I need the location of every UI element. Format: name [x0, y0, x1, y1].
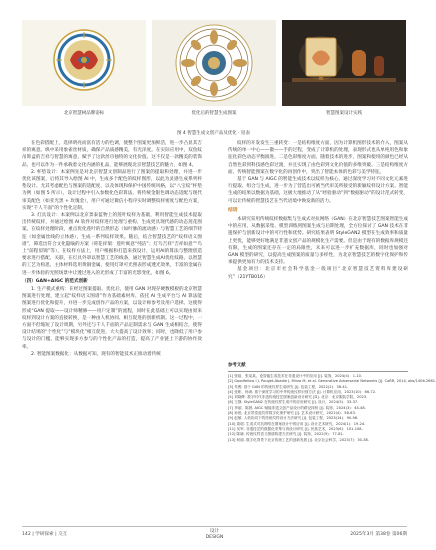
reference-item: [5] 刘晓辉. 数字时代非遗传统技艺图案创新设计研究 [D]. 北京：北京服装学院，2023. — [228, 395, 368, 400]
reference-item: [3] 朱俊. 基于 GAN 的传统纹样生成研究 [J]. 包装工程，2022(2)：36-41. — [228, 384, 349, 389]
figure-design-practice — [282, 20, 406, 119]
right-column — [228, 140, 408, 281]
reference-item: [13] 何丽. 数字化背景下北京传统工艺的创新发展 [J]. 北京社会科学，2023(7)：30-38. — [228, 437, 369, 442]
page-footer — [22, 526, 407, 542]
conclusion-heading: 结语 — [228, 207, 238, 213]
paragraph: 本研究采用传统纹样数据集与生成式对抗网络（GAN）在北京智慧技艺图案智能生成中的应用，从数据采集、模型训练到图案生成与后期处理，全方位探讨了 GAN 技术在非遗保护与创新设计中的可行性和优势。研究结果表明 StyleGAN2 模型在生成效率和质量上更优，能够更好地满足非遗文创产品的规模化生产需要。但是由于现有的数据库规模还有限，生成的图案还存在一定的局限性，未来可以进一步扩充数据库，同时也加强对 GAN 模型的研究，以提高生成图案的质量与多样性，为北京智慧技艺的数字化保护和传承提供更加有力的技术支持。 — [228, 217, 408, 266]
paragraph: 3. 灯具设计：本案例以北京景泰蓝物上的莲叶纹样为基础，利用智能生成技术提取出传统纹样，并通过绘图 AI 软件对纹样进行处理与重构，生成更具现代感的动态莲花图案。在纹样处理阶段，重点优化莲叶的自然形态（如叶脉的流动感）与智慧工艺的细节特征（如金属丝线的立体感），生成一系列纹样效果。随后，结合智慧技艺的“纹样语义图谱”，筛选出符合文化隐喻的方案（荷花祥瑞：莲叶寓意“纯洁”；灯鸟吉祥“吉祥如意”“鸟上“前程似锦”等），在纹样方法上，用户根据和打造来找设计，运用AI的算法与整理创造要求进行搭配、关联，在灯具外罩以智慧工艺的线条，通过智慧生成AI优化纹路，以智慧的工艺为构思，主体材料选用黄铜金属，使用灯罩可光照表形成透光效果，丰富的金属在进一步体验的光照场景中让透过进入的光形成了丰富的光影变化，如图 6。 — [22, 213, 202, 276]
reference-item: [9] 赵敏. 人机协同下的传统纹样设计方法研究 [J]. 包装工程，2023(14)：90-96. — [228, 416, 359, 421]
figure-main-caption: 图 4 智慧生成文创产品及优化 · 铅表 — [176, 131, 250, 136]
references — [228, 362, 436, 443]
section-heading: （四）GAN+AIGC 的范式创新 — [22, 278, 88, 284]
figure-caption-a: 北京智慧树品牌姿标 — [63, 111, 105, 116]
footer-page-info: 142 | 学研探索 | 交互 — [22, 532, 68, 537]
reference-item: [8] 孙悦. 北京景泰蓝纹样数字化保护研究 [J]. 艺术设计研究，2022(4)：58-63. — [228, 411, 356, 416]
figure-optimized-pattern — [152, 20, 276, 119]
reference-item: [1] 张晗、张某某，论智能生成技术在非遗设计中的应用 [J]. 装饰，2024(4)：1-10. — [228, 374, 363, 378]
paragraph: 基于 GAN 与 AIGC 的智能生成技术以纹样为核心，通过深度学习对不同文化元素进行提取、组合与生成，进一步为了营造出可被当代审美所接受的新颖纹样设计方案。智能生成的结果以数据为基础，这极大地推动了从“经验驱动”到“数据驱动”的设计范式转变，可以让传统的智慧技艺在当代语境中焕发新的活力。 — [228, 177, 408, 204]
optimized-pattern-art — [152, 20, 276, 106]
figure-strip — [22, 20, 406, 128]
reference-item: [10] 周明. 生成式对抗网络在图案设计中的应用 [J]. 设计艺术研究，2024(1)：19-24. — [228, 421, 366, 426]
design-practice-image — [282, 20, 406, 106]
brand-logo-image — [22, 20, 146, 106]
paragraph: 纹样的开发发生三重转变：一是结构维度方面，因为计算机图形技术的介入，图案从传统的单一中心——散——手的过程，变成了计算机的处理，表现形式也从单纯用色和象征化彩色动态平衡演进。二是色彩维度方面，随着技术的进步，图案和使用的颜色已经从自然色彩到科技感色彩过渡，并且实现了由色彩到文化价值的多维突破。三是结构维度方面，传统智能图案在数字化的再创作中，突出了智能本体的色彩与美学特征。 — [228, 141, 408, 175]
paragraph: 在色彩搭配上，选择明亮而富有活力的色调，使整个图案更加鲜活，进一步凸显其吉祥的寓意。纵中采用象雀丝材质，确保产品质感精美，有光泽度。在实际应用中，双鱼纹吊饰盒的吉祥与智慧的寓意，赋予了这款丝巾独特的文化价值。这不仅是一款精美的装饰品，也可以作为一件承载着文化内涵的礼品，能够展现北京智慧技艺的魅力，如图 4。 — [22, 141, 202, 168]
paragraph: 1. 生产模式重构：在经过图案提取、优化后，使用 GAN 对现存硬数模板的北京智慧图案进行处理，建立起“纹样语义图谱”作为基础素材库，依托 AI 生成平台与 AI 算法能图案进行优化和提升，并进一步完成创作产品的方案，以设计师参考及用户选择。这使得形成“GAN 提取——设计师精修——用户定制”的流程，同时在此基础上可以实现由原来纹样到设计方案的直接转换，是一种由人机协同、相互促进的创新机制。这一过程中，一方面不但缩短了设计周期，另外还与千人千面的产品定制需求与 GAN 生成相结合，使得设计结果的“个性化”与“模块化”相互促进，大大提高了设计效率；同时，也降低了用户参与设计的门槛，能够实现多方参与的个性化产品的打造，提高了产业链上下游的协作效率。 — [22, 287, 202, 350]
figure-caption-b: 优化后的智慧生成图案 — [191, 111, 237, 116]
reference-item: [4] 张彬、杨涛. 基于深度学习的中华传统纹样识别方法 [J]. 计算机应用，2023(10)：66-72. — [228, 389, 377, 394]
paragraph: 2. 智能图案数据化：从数据可知，现有的智能技术正推动着传统 — [31, 351, 161, 357]
paragraph: 2. 杯垫设计：本案例先是对北京智慧文创制品进行了图案的提取和处理，并进一步优化该图案，后将其导入绘图 AI 中，生成多个配色的纹样图形，以此为灵感生成系列杯垫设计。尤其考虑配色与图案的适配度，以及体现和保护中国传统风格，以“八宝纹”杯垫为例（如图 5 所示），设计过程中引入参数化色彩算法，将传统金银色调动态适配与现代审美配色（如亚光黑 + 玫瑰金），用户可通过微信小程序实时调整纹样密度与配色方案，实现“千人千面”的个性化定制。 — [22, 169, 202, 211]
footer-journal-en: DESIGN — [205, 534, 224, 540]
footer-issue-info: 2025年3月 第38卷 第06期 — [350, 532, 407, 537]
reference-item: [2] Goodfellow I J, Pouget-Abadie J, Mirza M, et al. Generative Adversarial Networks [J]. CoRR, 2014, abs/1406.2661. — [228, 379, 436, 384]
figure-brand-logo — [22, 20, 146, 119]
reference-item: [11] 吴军. 非遗技艺的数据化采集与再设计研究 [J]. 民族艺术，2023(6)：101-108. — [228, 426, 363, 431]
references-divider — [228, 371, 408, 372]
optimized-pattern-image — [152, 20, 276, 106]
funding-note: 基金项目：北京市社会科学基金一般项目“北京智慧技艺资料库建设研究”（21YTB016） — [228, 267, 408, 280]
reference-item: [7] 李丽、陈晨. AIGC 赋能非遗文创产品设计的路径探析 [J]. 装饰，2024(3)：44-48. — [228, 405, 366, 410]
footer-journal-cn: 设计 — [209, 529, 220, 534]
figure-caption-c: 智慧图案设计实践 — [326, 111, 362, 116]
design-practice-art — [282, 20, 406, 106]
left-column — [22, 140, 202, 358]
references-title: 参考文献 — [228, 363, 246, 368]
reference-item: [12] 陈晓. 传统纹样语义图谱构建方法研究 [J]. 装饰，2022(9)：77-81. — [228, 432, 344, 437]
reference-item: [6] 王静. StyleGAN2 在传统纹样生成中的应用研究 [J]. 设计，2024(5)：33-37. — [228, 400, 359, 405]
brand-logo-art — [22, 20, 146, 106]
